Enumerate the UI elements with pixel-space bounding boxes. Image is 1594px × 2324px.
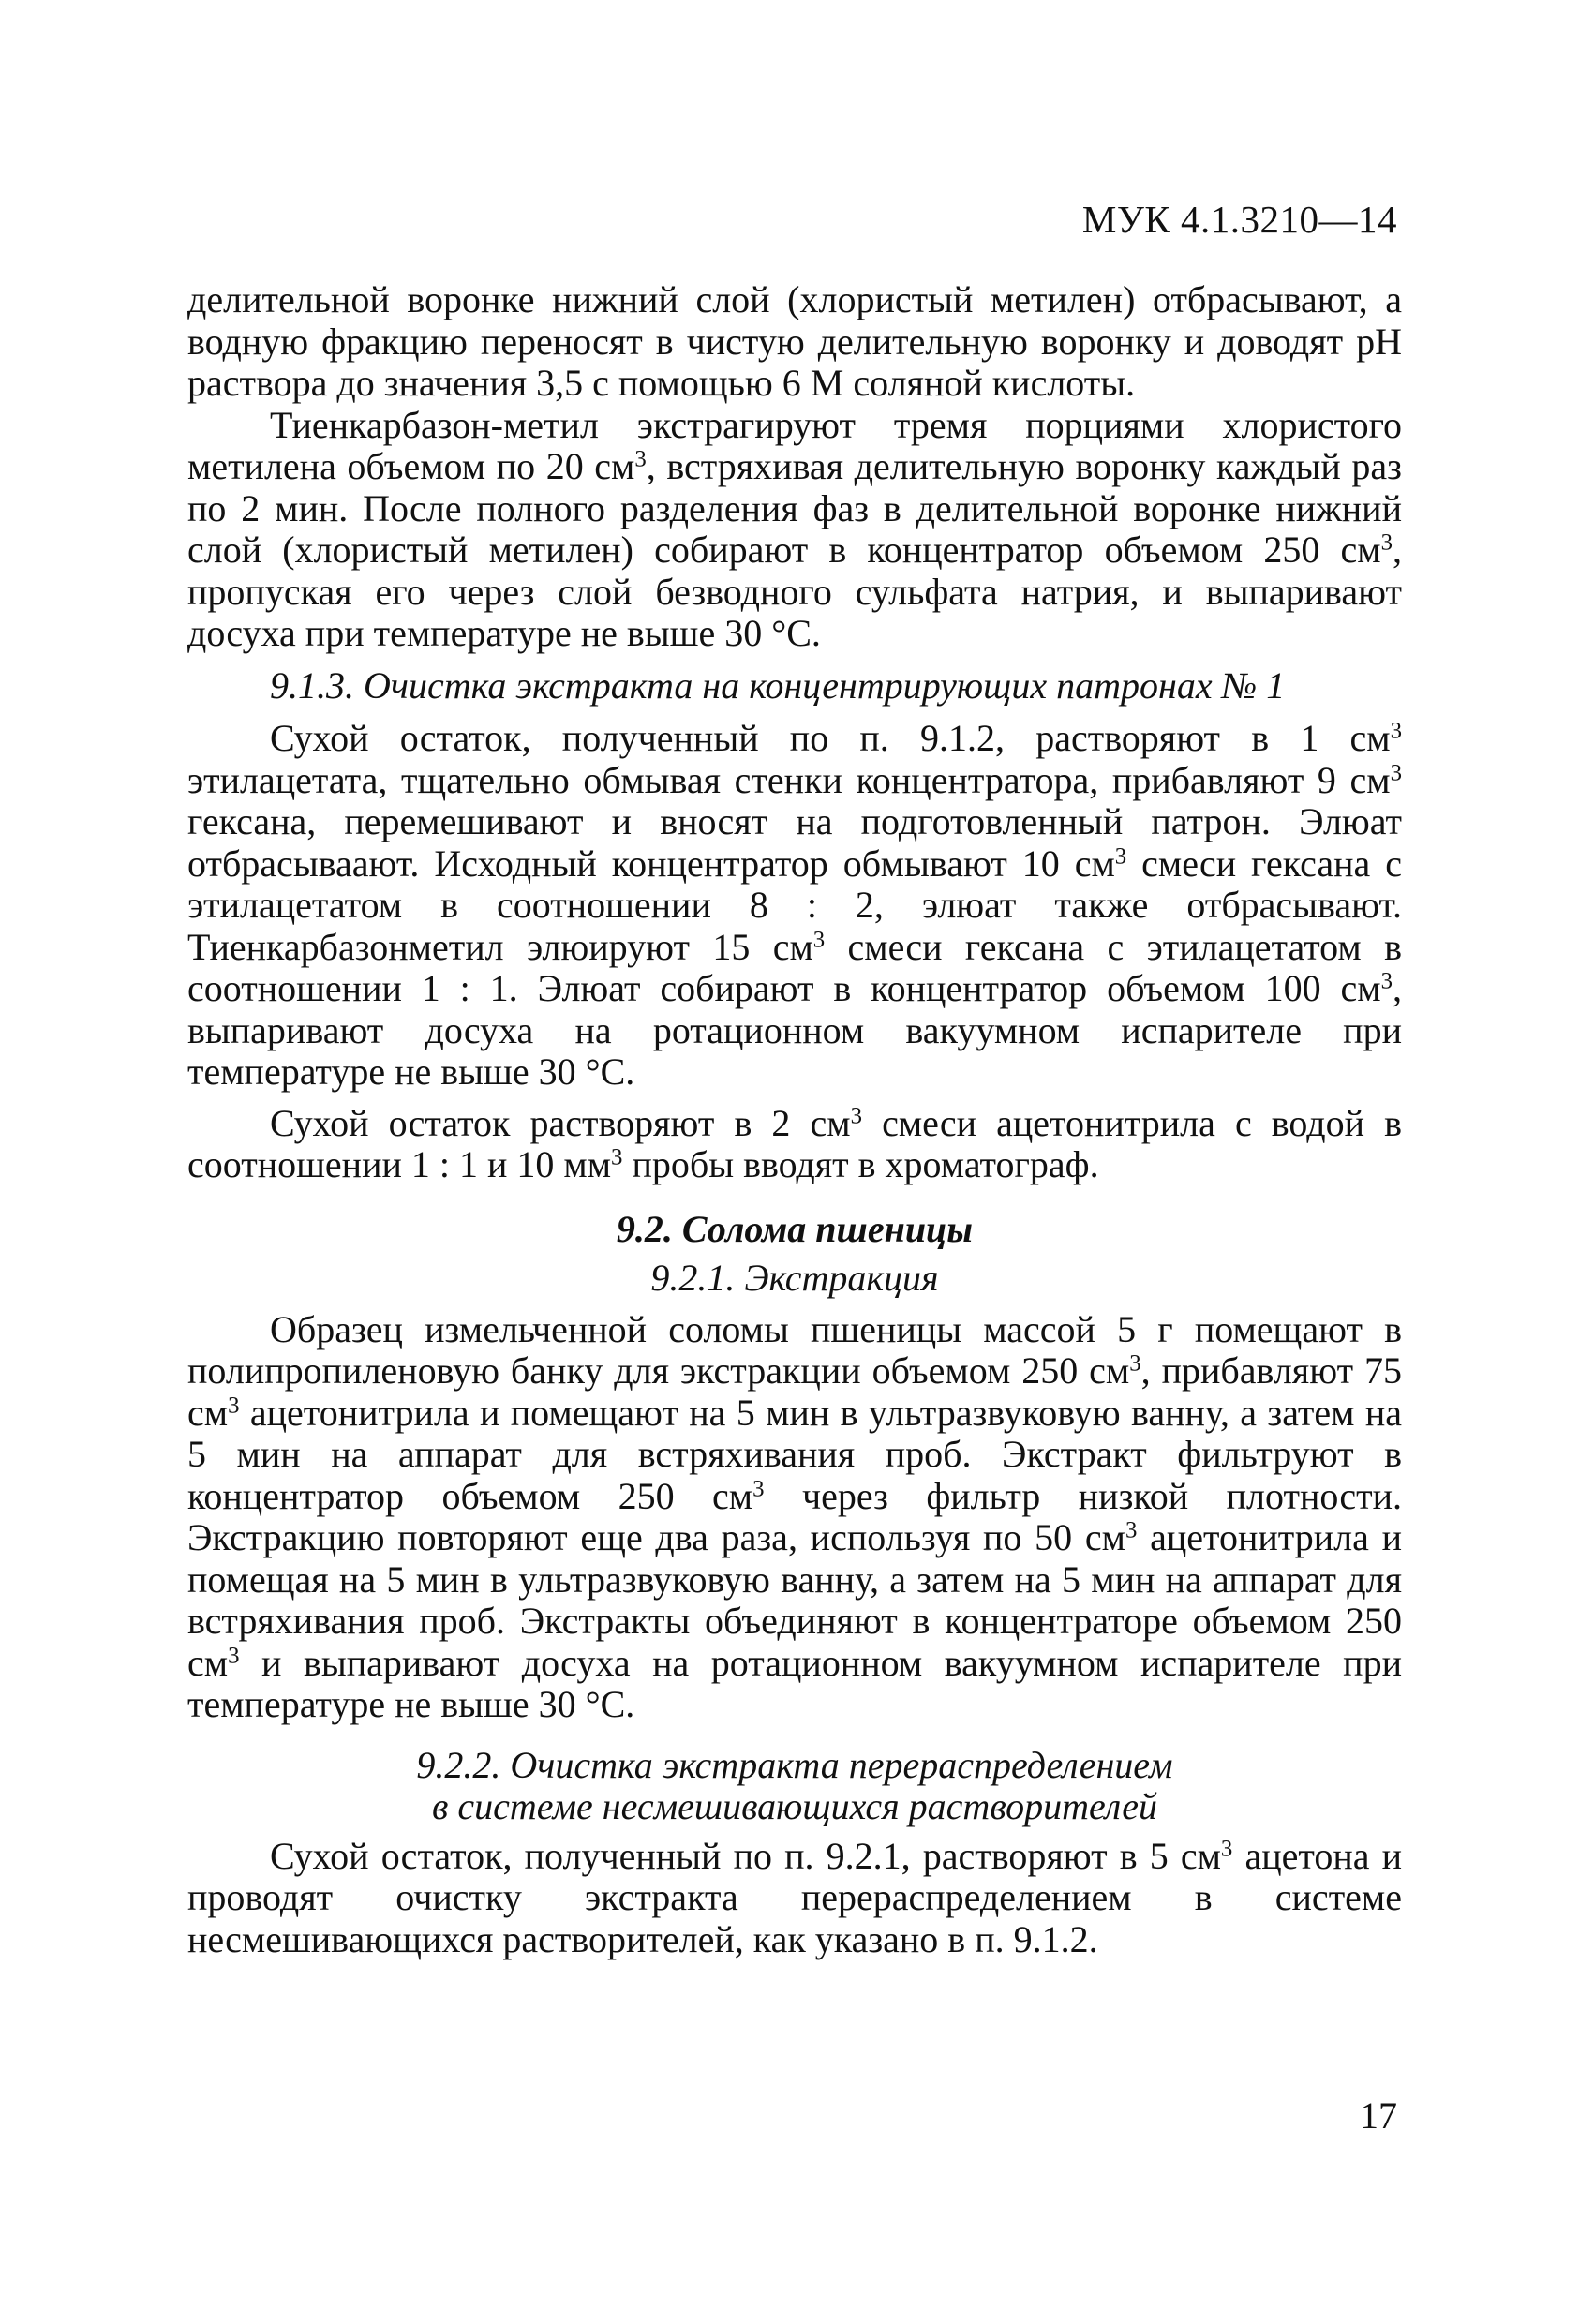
paragraph-straw-extraction: Образец измельченной соломы пшеницы массой 5 г помещают в полипропиленовую банку для экстракции объемом 250 $см^3$, прибавляют 75 $см^3$ ацетонитрила и помещают на 5 мин в ультразвуковую ванну, а затем на 5 мин на аппарат для встряхивания проб. Экстракт фильтруют в концентратор объемом 250 $см^3$ через фильтр низкой плотности. Экстракцию повторяют еще два раза, используя по 50 $см^3$ ацетонитрила и помещая на 5 мин в ультразвуковую ванну, а затем на 5 мин на аппарат для встряхивания проб. Экстракты объединяют в концентраторе объемом 250 $см^3$ и выпаривают досуха на ротационном вакуумном испарителе при температуре не выше 30 °С. <box>187 1307 1402 1725</box>
paragraph-dry-residue: Сухой остаток растворяют в 2 $см^3$ смеси ацетонитрила с водой в соотношении 1 : 1 и 10 $мм^3$ пробы вводят в хроматограф. <box>187 1101 1402 1185</box>
superscript-3: 3 <box>850 1102 862 1128</box>
superscript-3: 3 <box>1390 718 1402 744</box>
paragraph-continuation: делительной воронке нижний слой (хлористый метилен) отбрасывают, а водную фракцию переносят в чистую делительную воронку и доводят рН раствора до значения 3,5 с помощью 6 М соляной кислоты. <box>187 278 1402 404</box>
page-body <box>187 279 1402 1960</box>
superscript-3: 3 <box>611 1144 623 1170</box>
section-heading-9-2-2: 9.2.2. Очистка экстракта перераспределением в системе несмешивающихся растворителей <box>416 1743 1173 1827</box>
superscript-3: 3 <box>1125 1517 1138 1543</box>
superscript-3: 3 <box>752 1475 765 1501</box>
superscript-3: 3 <box>1380 529 1393 556</box>
superscript-3: 3 <box>228 1642 240 1668</box>
superscript-3: 3 <box>1129 1350 1141 1377</box>
superscript-3: 3 <box>228 1392 240 1418</box>
page-number: 17 <box>1360 2094 1397 2137</box>
paragraph-extraction-methylene: Тиенкарбазон-метил экстрагируют тремя порциями хлористого метилена объемом по 20 $см^3$, встряхивая делительную воронку каждый раз по 2 мин. После полного разделения фаз в делительной воронке нижний слой (хлористый метилен) собирают в концентратор объемом 250 $см^3$, пропуская его через слой безводного сульфата натрия, и выпаривают досуха при температуре не выше 30 °С. <box>187 403 1402 654</box>
superscript-3: 3 <box>1114 842 1127 869</box>
superscript-3: 3 <box>812 926 826 952</box>
section-heading-9-2: 9.2. Солома пшеницы <box>616 1207 974 1250</box>
superscript-3: 3 <box>1380 968 1393 994</box>
paragraph-redistribution: Сухой остаток, полученный по п. 9.2.1, растворяют в 5 $см^3$ ацетона и проводят очистку экстракта перераспределением в системе несмешивающихся растворителей, как указано в п. 9.1.2. <box>187 1834 1403 1960</box>
document-code-header: МУК 4.1.3210—14 <box>1081 198 1397 241</box>
superscript-3: 3 <box>1220 1835 1233 1861</box>
section-heading-9-1-3: 9.1.3. Очистка экстракта на концентрирующих патронах № 1 <box>270 663 1286 707</box>
section-heading-9-2-1: 9.2.1. Экстракция <box>650 1257 939 1299</box>
superscript-3: 3 <box>1390 759 1402 785</box>
paragraph-cartridge-cleanup: Сухой остаток, полученный по п. 9.1.2, растворяют в 1 $см^3$ этилацетата, тщательно обмывая стенки концентратора, прибавляют 9 $см^3$ гексана, перемешивают и вносят на подготовленный патрон. Элюат отбрасываают. Исходный концентратор обмывают 10 $см^3$ смеси гексана с этилацетатом в соотношении 8 : 2, элюат также отбрасывают. Тиенкарбазонметил элюируют 15 $см^3$ смеси гексана с этилацетатом в соотношении 1 : 1. Элюат собирают в концентратор объемом 100 $см^3$, выпаривают досуха на ротационном вакуумном испарителе при температуре не выше 30 °С. <box>187 717 1402 1093</box>
superscript-3: 3 <box>634 446 647 472</box>
